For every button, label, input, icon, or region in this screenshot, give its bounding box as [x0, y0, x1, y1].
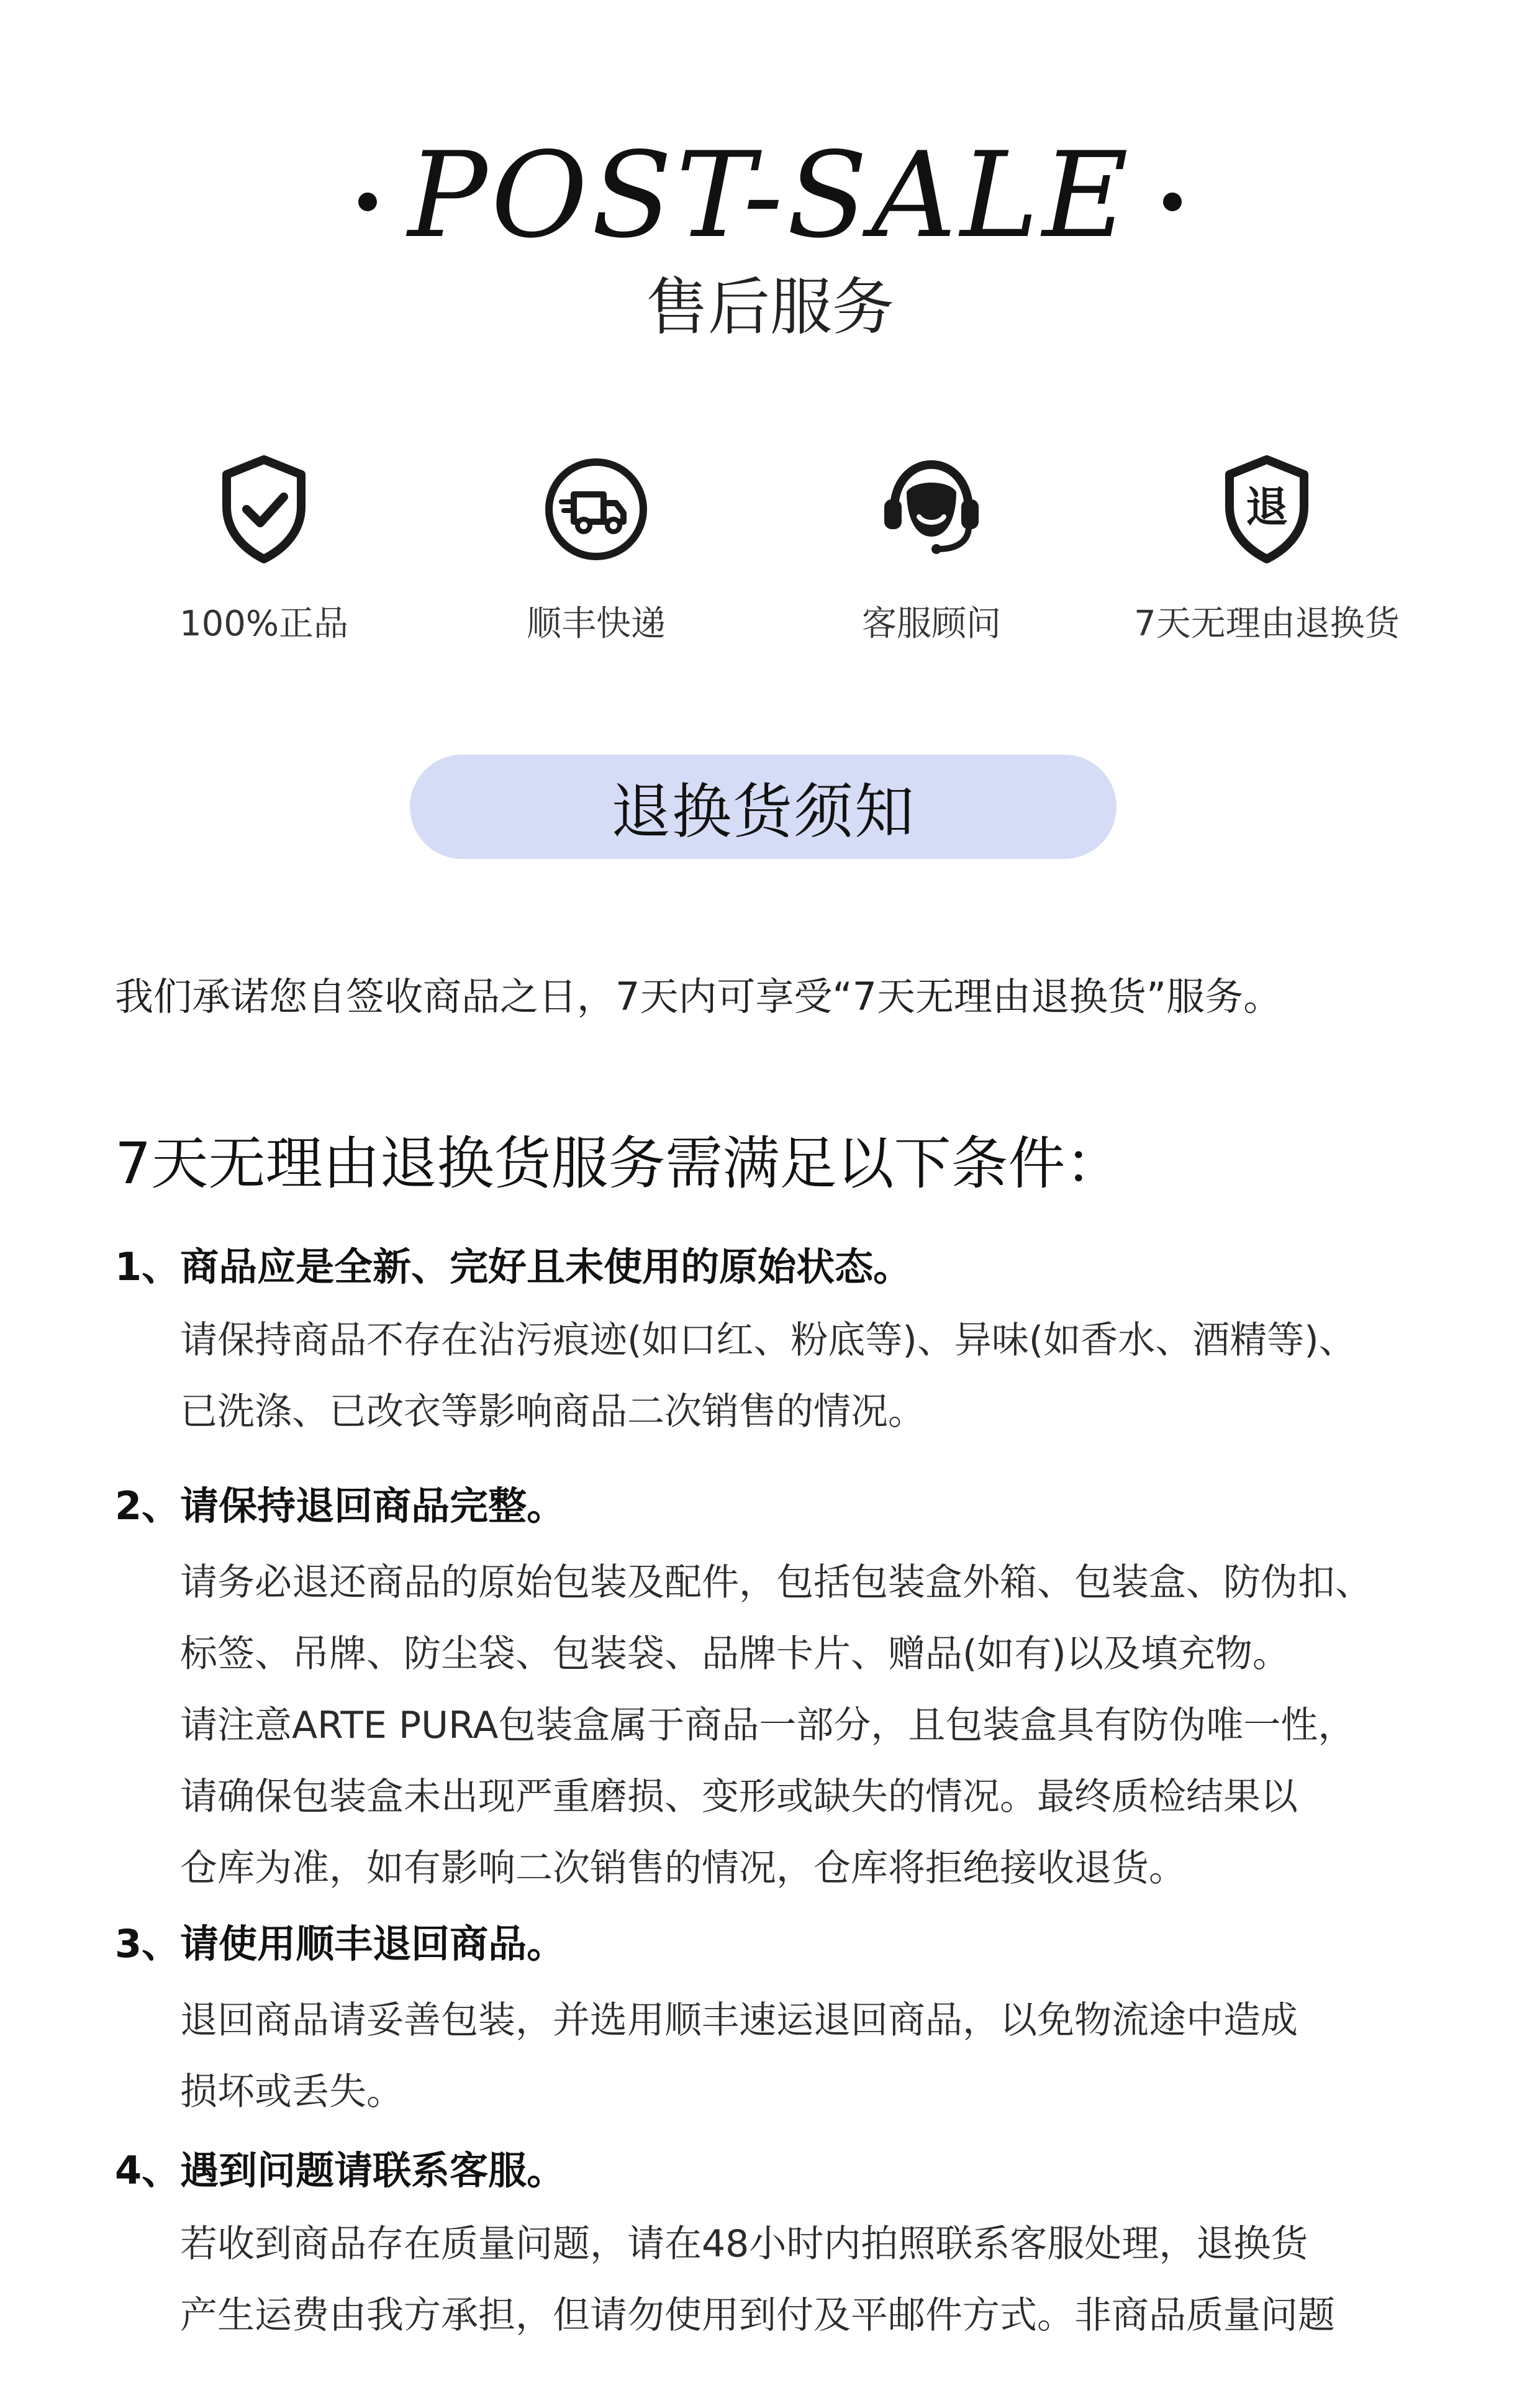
condition-item-line: 请注意ARTE PURA包装盒属于商品一部分，且包装盒具有防伪唯一性， — [180, 1704, 1356, 1747]
condition-item-title: 3、请使用顺丰退回商品。 — [115, 1921, 566, 1966]
condition-item-line: 若收到商品存在质量问题，请在48小时内拍照联系客服处理，退换货 — [180, 2222, 1308, 2266]
post-sale-logo: POST-SALE — [407, 127, 1133, 264]
condition-item-line: 产生运费由我方承担，但请勿使用到付及平邮件方式。非商品质量问题 — [180, 2294, 1335, 2337]
condition-item-title: 4、遇到问题请联系客服。 — [115, 2148, 566, 2193]
condition-item-line: 请务必退还商品的原始包装及配件，包括包装盒外箱、包装盒、防伪扣、 — [180, 1561, 1372, 1604]
feature-express — [422, 447, 770, 646]
feature-return-policy — [1093, 447, 1441, 646]
delivery-truck-icon — [534, 447, 658, 571]
condition-item-line: 已洗涤、已改衣等影响商品二次销售的情况。 — [180, 1390, 925, 1433]
condition-item-line: 仓库为准，如有影响二次销售的情况，仓库将拒绝接收退货。 — [180, 1847, 1186, 1890]
page-subtitle: 售后服务 — [646, 271, 894, 343]
feature-label: 7天无理由退换货 — [1134, 604, 1400, 644]
condition-item-line: 退回商品请妥善包装，并选用顺丰速运退回商品，以免物流途中造成 — [180, 1999, 1298, 2042]
condition-item-line: 请保持商品不存在沾污痕迹(如口红、粉底等)、异味(如香水、酒精等)、 — [180, 1319, 1356, 1362]
conditions-heading: 7天无理由退换货服务需满足以下条件： — [115, 1130, 1123, 1197]
condition-item-line: 标签、吊牌、防尘袋、包装袋、品牌卡片、赠品(如有)以及填充物。 — [180, 1632, 1290, 1676]
headset-agent-icon — [869, 447, 994, 571]
shield-check-icon — [202, 447, 326, 571]
feature-authentic — [90, 447, 438, 646]
left-dot-ornament — [358, 193, 377, 211]
return-notice-title: 退换货须知 — [410, 755, 1116, 859]
feature-label: 顺丰快递 — [527, 604, 666, 644]
feature-label: 100%正品 — [179, 604, 349, 644]
feature-customer-service — [758, 447, 1105, 646]
condition-item-title: 2、请保持退回商品完整。 — [115, 1483, 566, 1529]
condition-item-line: 请确保包装盒未出现严重磨损、变形或缺失的情况。最终质检结果以 — [180, 1775, 1298, 1819]
brand-header — [0, 124, 1540, 267]
condition-item-title: 1、商品应是全新、完好且未使用的原始状态。 — [115, 1244, 912, 1289]
return-badge-glyph: 退 — [1245, 483, 1289, 532]
feature-label: 客服顾问 — [862, 604, 1001, 644]
condition-item-line: 损坏或丢失。 — [180, 2070, 404, 2114]
service-promise-text: 我们承诺您自签收商品之日，7天内可享受“7天无理由退换货”服务。 — [115, 974, 1282, 1019]
right-dot-ornament — [1163, 193, 1182, 211]
return-badge-icon — [1205, 447, 1329, 571]
service-features — [0, 447, 1540, 658]
